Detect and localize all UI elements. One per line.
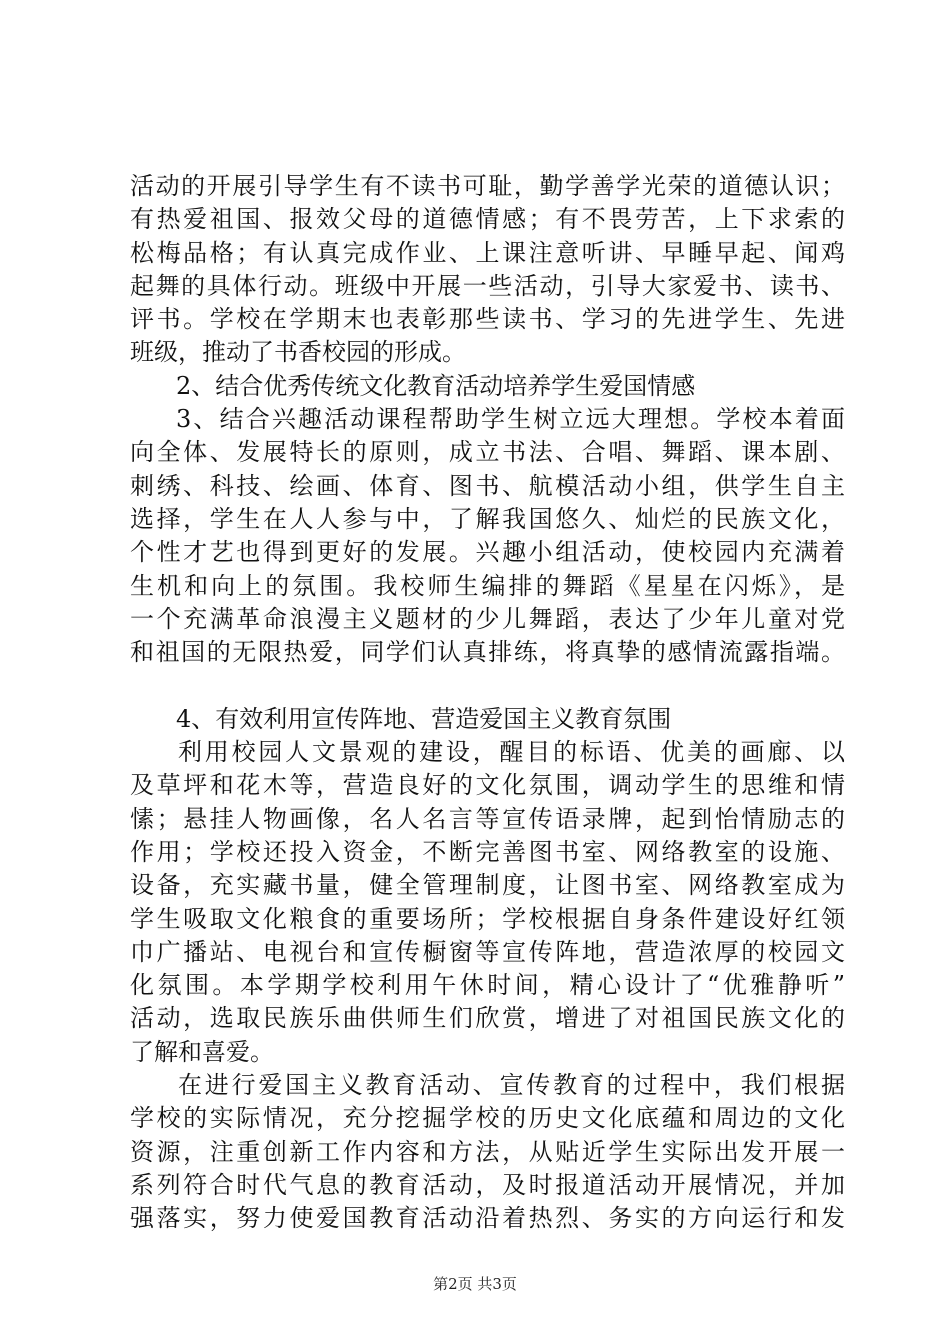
text-line: 活动的开展引导学生有不读书可耻，勤学善学光荣的道德认识；	[130, 172, 845, 200]
text-line: 愫；悬挂人物画像，名人名言等宣传语录牌，起到怡情励志的	[130, 804, 845, 833]
text-line: 活动，选取民族乐曲供师生们欣赏，增进了对祖国民族文化的	[130, 1004, 845, 1033]
text-line: 及草坪和花木等，营造良好的文化氛围，调动学生的思维和情	[130, 771, 845, 800]
text-line: 起舞的具体行动。班级中开展一些活动，引导大家爱书、读书、	[130, 271, 845, 300]
document-body	[130, 170, 845, 1236]
text-line: 巾广播站、电视台和宣传橱窗等宣传阵地，营造浓厚的校园文	[130, 937, 845, 966]
text-line: 评书。学校在学期末也表彰那些读书、学习的先进学生、先进	[130, 305, 845, 334]
text-line: 松梅品格；有认真完成作业、上课注意听讲、早睡早起、闻鸡	[130, 238, 845, 267]
text-line: 设备，充实藏书量，健全管理制度，让图书室、网络教室成为	[130, 871, 845, 900]
text-line: 了解和喜爱。	[130, 1037, 274, 1066]
text-line: 系列符合时代气息的教育活动，及时报道活动开展情况，并加	[130, 1170, 845, 1199]
text-line: 刺绣、科技、绘画、体育、图书、航模活动小组，供学生自主	[130, 471, 845, 500]
text-line: 在进行爱国主义教育活动、宣传教育的过程中，我们根据	[178, 1071, 845, 1100]
text-line: 班级，推动了书香校园的形成。	[130, 338, 466, 367]
text-line: 生机和向上的氛围。我校师生编排的舞蹈《星星在闪烁》，是	[130, 571, 845, 600]
text-line: 4、有效利用宣传阵地、营造爱国主义教育氛围	[176, 704, 672, 733]
text-line: 向全体、发展特长的原则，成立书法、合唱、舞蹈、课本剧、	[130, 438, 845, 467]
blank-line	[130, 669, 845, 702]
page-number-footer: 第2页 共3页	[433, 1275, 517, 1293]
text-line: 作用；学校还投入资金，不断完善图书室、网络教室的设施、	[130, 837, 845, 866]
text-line: 选择，学生在人人参与中，了解我国悠久、灿烂的民族文化，	[130, 504, 845, 533]
text-line: 学校的实际情况，充分挖掘学校的历史文化底蕴和周边的文化	[130, 1104, 845, 1133]
text-line: 有热爱祖国、报效父母的道德情感；有不畏劳苦，上下求索的	[130, 205, 845, 234]
text-line: 利用校园人文景观的建设，醒目的标语、优美的画廊、以	[178, 738, 845, 767]
text-line: 3、结合兴趣活动课程帮助学生树立远大理想。学校本着面	[176, 405, 845, 434]
text-line: 和祖国的无限热爱，同学们认真排练，将真挚的感情流露指端。	[130, 638, 845, 667]
text-line: 个性才艺也得到更好的发展。兴趣小组活动，使校园内充满着	[130, 538, 845, 567]
text-line: 强落实，努力使爱国教育活动沿着热烈、务实的方向运行和发	[130, 1204, 845, 1233]
text-line: 化氛围。本学期学校利用午休时间，精心设计了“优雅静听”	[130, 971, 845, 1000]
text-line: 一个充满革命浪漫主义题材的少儿舞蹈，表达了少年儿童对党	[130, 604, 845, 633]
text-line: 资源，注重创新工作内容和方法，从贴近学生实际出发开展一	[130, 1137, 845, 1166]
text-line: 学生吸取文化粮食的重要场所；学校根据自身条件建设好红领	[130, 904, 845, 933]
text-line: 2、结合优秀传统文化教育活动培养学生爱国情感	[176, 371, 696, 400]
